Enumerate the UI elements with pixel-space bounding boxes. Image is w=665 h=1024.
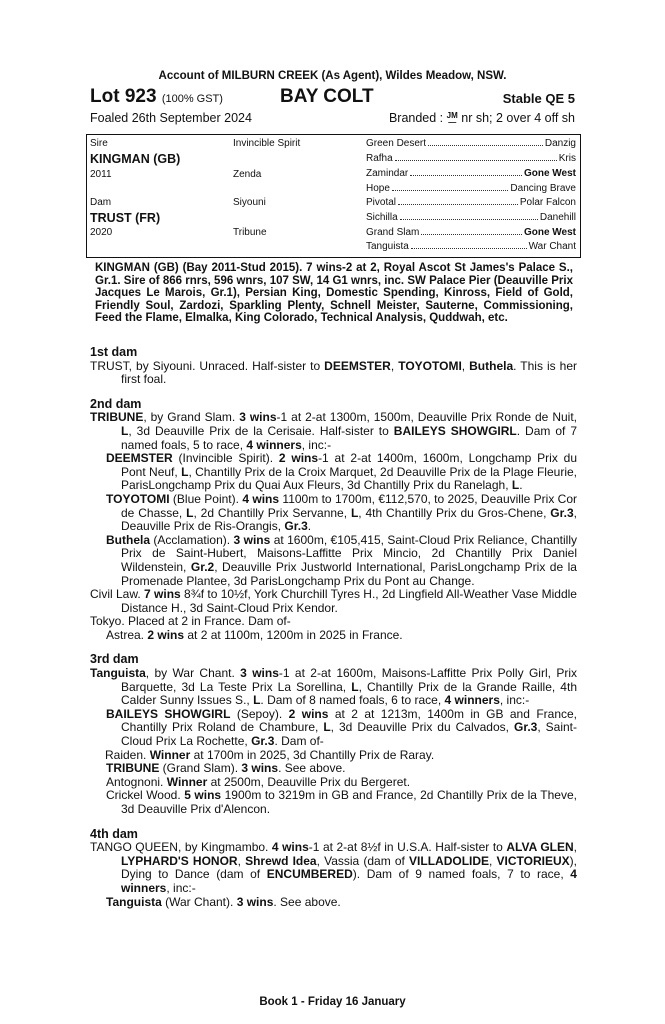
foaled-date: Foaled 26th September 2024 [90,111,252,125]
ancestor-row: Grand Slam Gone West [366,227,576,238]
sire-sire: Invincible Spirit [233,138,301,149]
progeny-entry: Raiden. Winner at 1700m in 2025, 3d Chantilly Prix de Raray. [105,747,435,762]
progeny-entry: Buthela (Acclamation). 3 wins at 1600m, €105,415, Saint-Cloud Prix Reliance, Chantilly Prix de Saint-Hubert, Maisons-Laffitte Prix Mincio, 2d Chantilly Prix Daniel Wildenstein, Gr.2, Deauville Prix Justworld International, ParisLongchamp Prix de la Promenade Plantee, 3d ParisLongchamp Prix du Pont au Change. [106,532,578,588]
stable-number: Stable QE 5 [502,91,575,106]
ancestor-row: Sichilla Danehill [366,212,576,223]
gst-note: (100% GST) [161,93,223,105]
ancestor-row: Tanguista War Chant [366,241,576,252]
lot-label: Lot 923 [90,86,157,107]
dam-label: Dam [90,197,112,208]
sire-summary: KINGMAN (GB) (Bay 2011-Stud 2015). 7 wins-2 at 2, Royal Ascot St James's Palace S., Gr.1. Sire of 866 rnrs, 596 wnrs, 107 SW, 14 G1 wnrs, inc. SW Palace Pier (Deauville Prix Jacques Le Marois, Gr.1), Persian King, Domestic Spending, Kinross, Field of Gold, Friendly Soul, Zardozi, Sparkling Plenty, Schnell Meister, Sauterne, Commissioning, Feed the Flame, Elmalka, King Colorado, Technical Analysis, Quddwah, etc. [95,262,573,324]
second-dam-heading: 2nd dam [90,396,142,411]
sire-name: KINGMAN (GB) [90,152,181,166]
ancestor-row: Hope Dancing Brave [366,183,576,194]
progeny-entry: Astrea. 2 wins at 2 at 1100m, 1200m in 2025 in France. [106,627,403,642]
progeny-entry: TOYOTOMI (Blue Point). 4 wins 1100m to 1700m, €112,570, to 2025, Deauville Prix Cor de Chasse, L, 2d Chantilly Prix Servanne, L, 4th Chantilly Prix du Gros-Chene, Gr.3, Deauville Prix de Ris-Orangis, Gr.3. [106,491,578,534]
ancestor-row: Green Desert Danzig [366,138,576,149]
progeny-entry: Crickel Wood. 5 wins 1900m to 3219m in GB and France, 2d Chantilly Prix de la Theve, 3d Deauville Prix d'Alencon. [106,788,577,816]
ancestor-row: Rafha Kris [366,153,576,164]
sire-dam: Zenda [233,169,262,180]
branded-text: nr sh; 2 over 4 off sh [461,111,575,125]
dam-dam: Tribune [233,227,267,238]
fourth-dam-entry: TANGO QUEEN, by Kingmambo. 4 wins-1 at 2-at 8½f in U.S.A. Half-sister to ALVA GLEN, LYPHARD'S HONOR, Shrewd Idea, Vassia (dam of VILLADOLIDE, VICTORIEUX), Dying to Dance (dam of ENCUMBERED). Dam of 9 named foals, 7 to race, 4 winners, inc:- [90,840,578,895]
ancestor-row: Zamindar Gone West [366,168,576,179]
consignor-line: Account of MILBURN CREEK (As Agent), Wildes Meadow, NSW. [158,70,507,82]
progeny-entry: Civil Law. 7 wins 8¾f to 10½f, York Churchill Tyres H., 2d Lingfield All-Weather Vase Middle Distance H., 3d Saint-Cloud Prix Kendor. [90,587,577,615]
progeny-entry: DEEMSTER (Invincible Spirit). 2 wins-1 at 2-at 1400m, 1600m, Longchamp Prix du Pont Neuf, L, Chantilly Prix de la Croix Marquet, 2d Deauville Prix de la Plage Fleurie, ParisLongchamp Prix du Quai Aux Fleurs, 3d Chantilly Prix du Ranelagh, L. [106,451,577,493]
progeny-entry: BAILEYS SHOWGIRL (Sepoy). 2 wins at 2 at 1213m, 1400m in GB and France, Chantilly Prix Roland de Chambure, L, 3d Deauville Prix du Calvados, Gr.3, Saint-Cloud Prix La Rochette, Gr.3. Dam of- [106,706,578,749]
fourth-dam-heading: 4th dam [90,826,138,841]
progeny-entry: Antognoni. Winner at 2500m, Deauville Prix du Bergeret. [106,774,411,789]
first-dam-entry: TRUST, by Siyouni. Unraced. Half-sister to DEEMSTER, TOYOTOMI, Buthela. This is her first foal. [90,358,578,387]
pedigree-table [86,134,581,258]
dam-name: TRUST (FR) [90,211,161,225]
progeny-entry: Tanguista (War Chant). 3 wins. See above. [106,894,341,909]
first-dam-heading: 1st dam [90,345,138,359]
branded-info [389,111,575,126]
second-dam-entry: TRIBUNE, by Grand Slam. 3 wins-1 at 2-at 1300m, 1500m, Deauville Prix Ronde de Nuit, L, 3d Deauville Prix de la Cerisaie. Half-sister to BAILEYS SHOWGIRL. Dam of 7 named foals, 5 to race, 4 winners, inc:- [90,410,577,452]
page-footer: Book 1 - Friday 16 January [259,996,406,1008]
ancestor-row: Pivotal Polar Falcon [366,197,576,208]
third-dam-heading: 3rd dam [90,652,139,667]
progeny-entry: TRIBUNE (Grand Slam). 3 wins. See above. [106,761,346,776]
dam-year: 2020 [90,227,113,238]
branded-label: Branded : [388,111,444,125]
sex-color: BAY COLT [280,86,374,107]
sire-label: Sire [90,138,108,149]
lot-number [90,86,223,108]
third-dam-entry: Tanguista, by War Chant. 3 wins-1 at 2-at 1600m, Maisons-Laffitte Prix Polly Girl, Prix Barquette, 3d La Teste Prix La Sorellina, L, Chantilly Prix de la Grande Raille, 4th Calder Sunny Issues S., L. Dam of 8 named foals, 6 to race, 4 winners, inc:- [90,666,577,708]
catalogue-content [90,346,577,909]
brand-mark-icon: JM — [446,110,458,127]
sire-year: 2011 [90,169,112,180]
dam-sire: Siyouni [233,197,266,208]
progeny-entry: Tokyo. Placed at 2 in France. Dam of- [90,614,291,629]
